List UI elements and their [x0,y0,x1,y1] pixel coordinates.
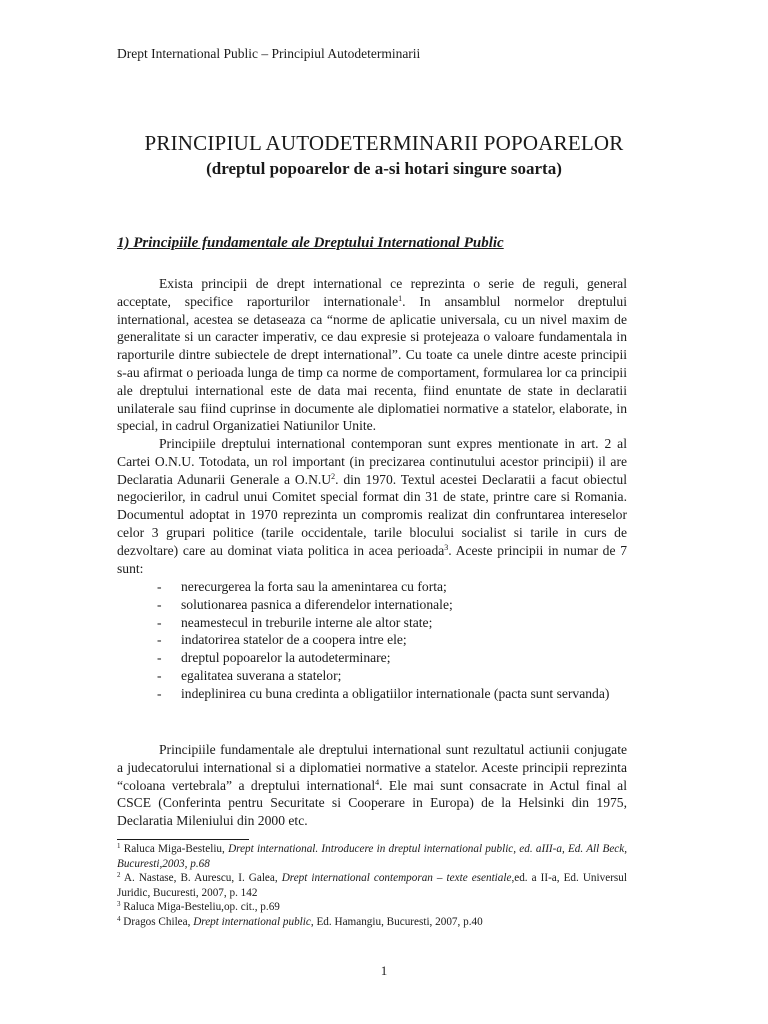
paragraph-1-text-b: . In ansamblul normelor dreptului international, acestea se detaseaza ca “norme de aplicatie universala, cu un nivel maxim de generalitate si un caracter imperativ, ce dau expresie si protejeaza o valoare fundamentala in raporturile dintre subiectele de drept international”. Cu toate ca unele dintre aceste principii s-au afirmat o perioada lunga de timp ca norme de comportament, formularea lor ca principii ale dreptului international este de data mai recenta, fiind enuntate de state in declaratii unilaterale sau fiind cuprinse in documente ale diplomatiei normative a statelor, elaborate, in special, in cadrul Organizatiei Natiunilor Unite. [117,293,627,434]
footnote-ref-4[interactable]: 4 [375,777,380,787]
list-item [157,596,627,614]
list-item [157,614,627,632]
footnote-divider [117,839,249,840]
list-item [157,578,627,596]
footnote-author: Dragos Chilea, [123,915,191,928]
footnote-number: 3 [117,900,121,909]
footnote-4 [117,915,627,930]
list-dash: - [157,685,162,701]
list-item-text: nerecurgerea la forta sau la amenintarea cu forta; [181,579,447,594]
section-heading: 1) Principiile fundamentale ale Dreptului International Public [117,235,504,251]
list-item [157,649,627,667]
list-item-text: indeplinirea cu buna credinta a obligatiilor internationale (pacta sunt servanda) [181,685,610,701]
footnote-ref-2[interactable]: 2 [331,471,336,481]
list-item-text: egalitatea suverana a statelor; [181,667,342,683]
list-item-text: neamestecul in treburile interne ale altor state; [181,614,433,630]
footnote-title: Drept international public [193,915,311,928]
list-item [157,667,627,685]
footnote-title: Drept international. Introducere in dreptul international public, ed. aIII-a, Ed. All Beck, Bucuresti,2003, p.68 [117,843,628,870]
paragraph-3-text-a: Principiile fundamentale ale dreptului international sunt rezultatul actiunii conjugate a judecatorului international si a diplomatiei normative a statelor. Aceste principii reprezinta “coloana vertebrala” a dreptului international [117,742,627,793]
footnote-number: 4 [117,914,121,923]
footnote-rest: , Ed. Hamangiu, Bucuresti, 2007, p.40 [310,915,483,928]
paragraph-1-text-a: Exista principii de drept international ce reprezinta o serie de reguli, general acceptate, specifice raporturilor internationale [117,276,627,309]
paragraph-3-text-b: . Ele mai sunt consacrate in Actul final al CSCE (Conferinta pentru Securitate si Cooperare in Europa) de la Helsinki din 1975, Declaratia Mileniului din 2000 etc. [117,777,627,829]
list-dash: - [157,596,162,612]
list-dash: - [157,579,162,594]
list-item-text: dreptul popoarelor la autodeterminare; [181,650,391,666]
footnote-ref-1[interactable]: 1 [398,293,403,303]
paragraph-2-text-b: . din 1970. Textul acestei Declaratii a facut obiectul negocierilor, in cadrul unui Comitet special format din 31 de state, printre care si Romania. Documentul adoptat in 1970 reprezinta un compromis realizat din confruntarea intereselor celor 3 grupari politice (tarile occidentale, tarile blocului socialist si tarile in curs de dezvoltare) care au dominat viata politica in acea perioada [117,471,628,558]
list-item-text: solutionarea pasnica a diferendelor internationale; [181,596,453,612]
page-title: PRINCIPIUL AUTODETERMINARII POPOARELOR [144,131,624,155]
list-dash: - [157,667,162,683]
footnote-rest: ,ed. a II-a, Ed. Universul Juridic, Bucuresti, 2007, p. 142 [117,872,627,899]
page-number: 1 [380,963,388,978]
list-item [157,685,627,703]
footnote-title: Drept international contemporan – texte esentiale [281,872,512,885]
paragraph-2-text-c: . Aceste principii in numar de 7 sunt: [117,542,627,576]
running-header: Drept International Public – Principiul Autodeterminarii [117,46,421,61]
footnote-text: Raluca Miga-Besteliu,op. cit., p.69 [123,901,280,914]
page-subtitle: (dreptul popoarelor de a-si hotari singure soarta) [206,159,562,178]
paragraph-1 [117,275,627,435]
principles-list [157,578,627,703]
footnote-ref-3[interactable]: 3 [444,542,449,552]
list-item [157,631,627,649]
list-dash: - [157,614,162,630]
paragraph-2-text-a: Principiile dreptului international contemporan sunt expres mentionate in art. 2 al Cartei O.N.U. Totodata, un rol important (in precizarea continutului acestor principii) il are Declaratia Adunarii Generale a O.N.U [117,436,627,487]
paragraph-3 [117,741,627,830]
list-dash: - [157,632,162,648]
list-dash: - [157,650,162,666]
footnote-number: 1 [117,842,121,850]
footnote-number: 2 [117,871,121,880]
footnote-author: A. Nastase, B. Aurescu, I. Galea, [123,872,278,885]
list-item-text: indatorirea statelor de a coopera intre ele; [181,632,407,648]
footnote-author: Raluca Miga-Besteliu, [123,843,225,855]
footnotes [117,842,627,930]
footnote-2 [117,871,627,900]
footnote-3 [117,900,627,915]
paragraph-2 [117,435,627,577]
footnote-1 [117,842,627,871]
